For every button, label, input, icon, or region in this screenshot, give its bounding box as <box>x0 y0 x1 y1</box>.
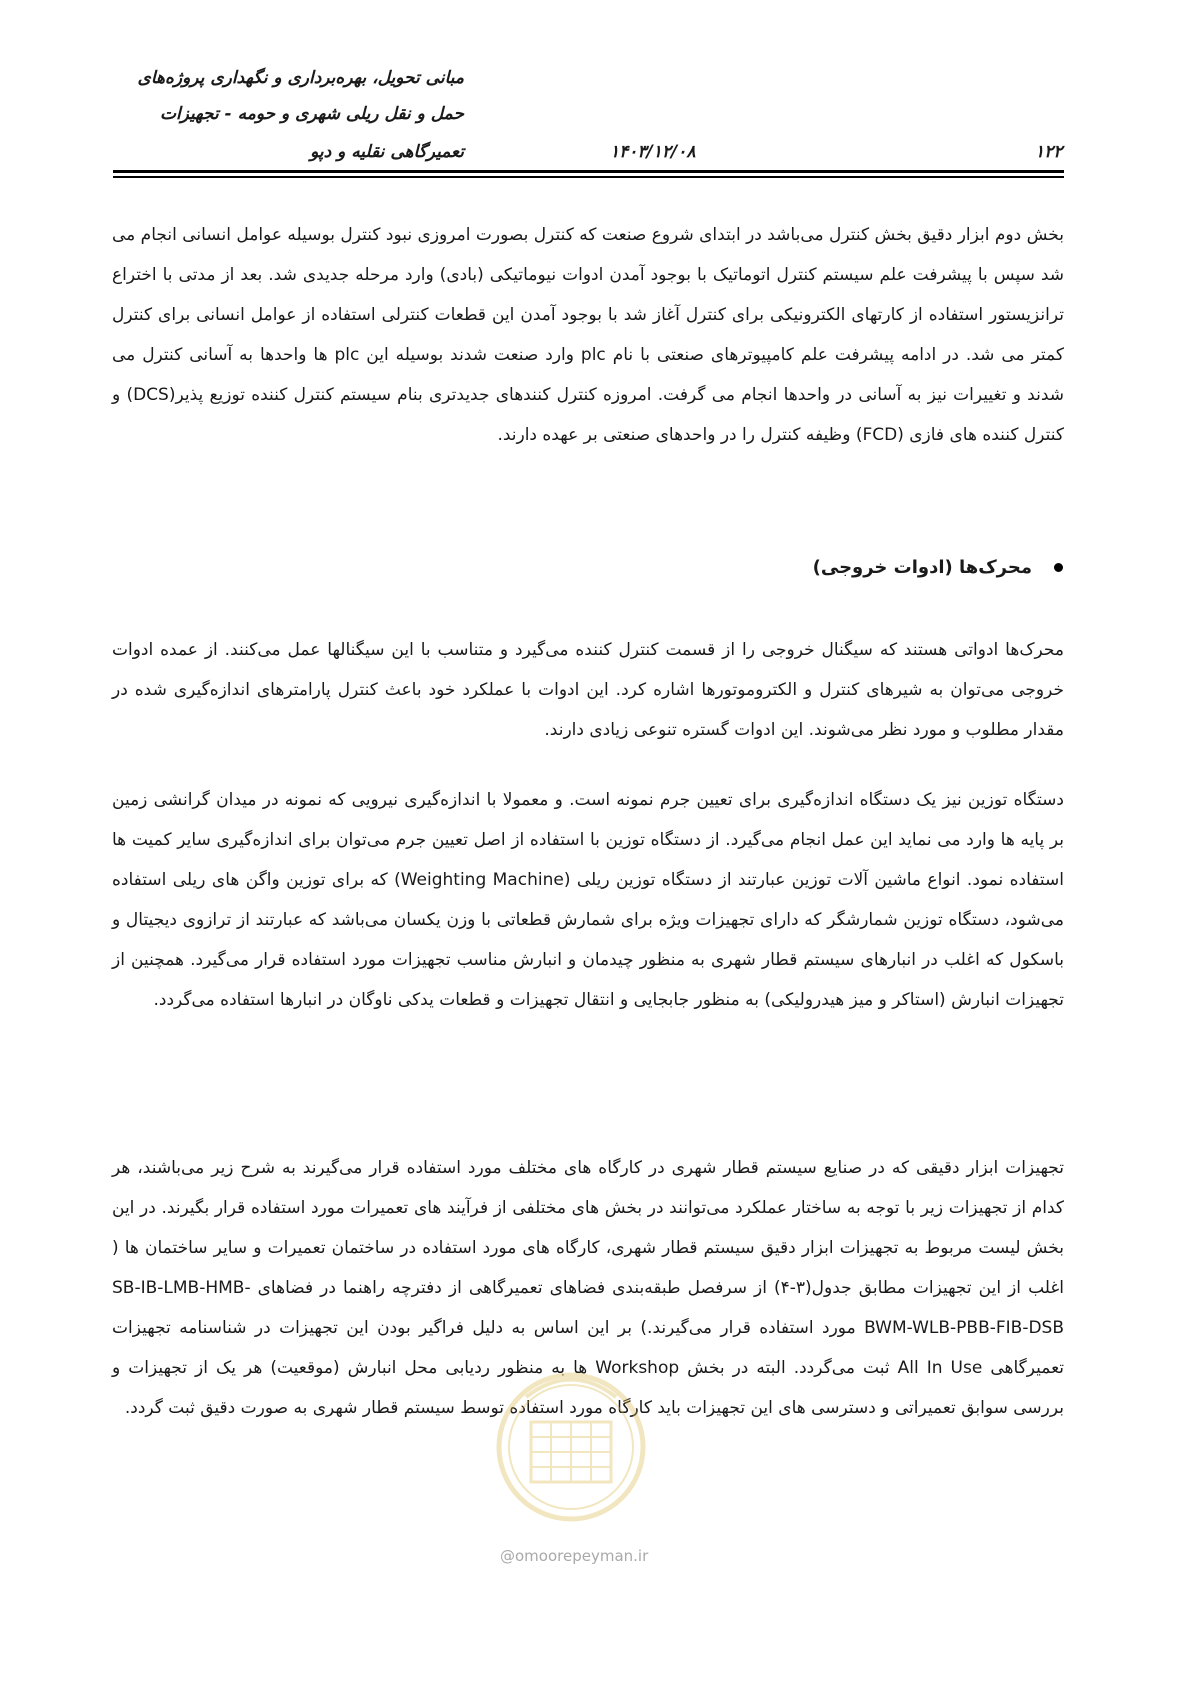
bullet-icon <box>1054 563 1063 572</box>
paragraph-text: دستگاه توزین نیز یک دستگاه اندازه‌گیری برای تعیین جرم نمونه است. و معمولا با اندازه‌گیری نیرویی که نمونه در میدان گرانشی زمین بر پایه ها وارد می نماید این عمل انجام می‌گیرد. از دستگاه توزین با استفاده از اصل تعیین جرم می‌توان برای اندازه‌گیری سایر کمیت ها استفاده نمود. انواع ماشین آلات توزین عبارتند از دستگاه توزین ریلی (Weighting Machine) که برای توزین واگن های ریلی استفاده می‌شود، دستگاه توزین شمارشگر که دارای تجهیزات ویژه برای شمارش قطعاتی با وزن یکسان می‌باشد که عبارتند از ترازوی دیجیتال و باسکول که اغلب در انبارهای سیستم قطار شهری به منظور چیدمان و انبارش مناسب تجهیزات مورد استفاده قرار می‌گیرد. همچنین از تجهیزات انبارش (استاکر و میز هیدرولیکی) به منظور جابجایی و انتقال تجهیزات و قطعات یدکی ناوگان در انبارها استفاده می‌گردد. <box>112 790 1065 1010</box>
section-heading-text: محرک‌ها (ادوات خروجی) <box>812 557 1032 578</box>
paragraph-text: تجهیزات ابزار دقیقی که در صنایع سیستم قطار شهری در کارگاه های مختلف مورد استفاده قرار می‌گیرند به شرح زیر می‌باشند، هر کدام از تجهیزات زیر با توجه به ساختار عملکرد می‌توانند در بخش های مختلفی از فرآیند های تعمیرات مورد استفاده قرار بگیرند. در این بخش لیست مربوط به تجهیزات ابزار دقیق سیستم قطار شهری، کارگاه های مورد استفاده در ساختمان تعمیرات و سایر ساختمان ها ( اغلب از این تجهیزات مطابق جدول(۳-۴) از سرفصل طبقه‌بندی فضاهای تعمیرگاهی از دفترچه راهنما در فضاهای SB-IB-LMB-HMB-BWM-WLB-PBB-FIB-DSB مورد استفاده قرار می‌گیرند.) بر این اساس به دلیل فراگیر بودن این تجهیزات در شناسنامه تجهیزات تعمیرگاهی All In Use ثبت می‌گردد. البته در بخش Workshop ها به منظور ردیابی محل انبارش (موقعیت) هر یک از تجهیزات و بررسی سوابق تعمیراتی و دسترسی های این تجهیزات باید کارگاه مورد استفاده توسط سیستم قطار شهری به صورت دقیق ثبت گردد. <box>112 1158 1065 1418</box>
paragraph-control-section <box>112 215 1064 455</box>
header-date: ۱۴۰۳/۱۲/۰۸ <box>610 142 696 162</box>
paragraph-actuators <box>112 630 1064 750</box>
header-title-line-3: تعمیرگاهی نقلیه و دپو <box>310 142 464 162</box>
header-rule-thin <box>113 176 1064 178</box>
paragraph-text: محرک‌ها ادواتی هستند که سیگنال خروجی را از قسمت کنترل کننده می‌گیرد و متناسب با این سیگنالها عمل می‌کنند. از عمده ادوات خروجی می‌توان به شیرهای کنترل و الکتروموتورها اشاره کرد. این ادوات با عملکرد خود باعث کنترل پارامترهای اندازه‌گیری شده در مقدار مطلوب و مورد نظر می‌شوند. این ادوات گستره تنوعی زیادی دارند. <box>112 640 1064 740</box>
header-title-line-1: مبانی تحویل، بهره‌برداری و نگهداری پروژه‌های <box>137 68 464 88</box>
paragraph-instrumentation-list <box>112 1148 1064 1428</box>
watermark-site: @omoorepeyman.ir <box>500 1547 649 1565</box>
paragraph-text: بخش دوم ابزار دقیق بخش کنترل می‌باشد در ابتدای شروع صنعت که کنترل بصورت امروزی نبود کنترل بوسیله عوامل انسانی انجام می شد سپس با پیشرفت علم سیستم کنترل اتوماتیک با بوجود آمدن ادوات نیوماتیکی (بادی) وارد مرحله جدیدی شد. بعد از مدتی با اختراع ترانزیستور استفاده از کارتهای الکترونیکی برای کنترل آغاز شد با بوجود آمدن این قطعات کنترلی استفاده از عوامل انسانی برای کنترل کمتر می شد. در ادامه پیشرفت علم کامپیوترهای صنعتی با نام plc وارد صنعت شدند بوسیله این plc ها واحدها به آسانی کنترل می شدند و تغییرات نیز به آسانی در واحدها انجام می گرفت. امروزه کنترل کنندهای جدیدتری بنام سیستم کنترل کننده توزیع پذیر(DCS) و کنترل کننده های فازی (FCD) وظیفه کنترل را در واحدهای صنعتی بر عهده دارند. <box>112 225 1064 445</box>
page-number: ۱۲۲ <box>1035 142 1063 162</box>
header-title-line-2: حمل و نقل ریلی شهری و حومه - تجهیزات <box>159 104 464 124</box>
header-rule-thick <box>113 170 1064 173</box>
page-header <box>0 0 1191 200</box>
paragraph-weighing <box>112 780 1064 1020</box>
section-heading-actuators <box>813 557 1063 578</box>
